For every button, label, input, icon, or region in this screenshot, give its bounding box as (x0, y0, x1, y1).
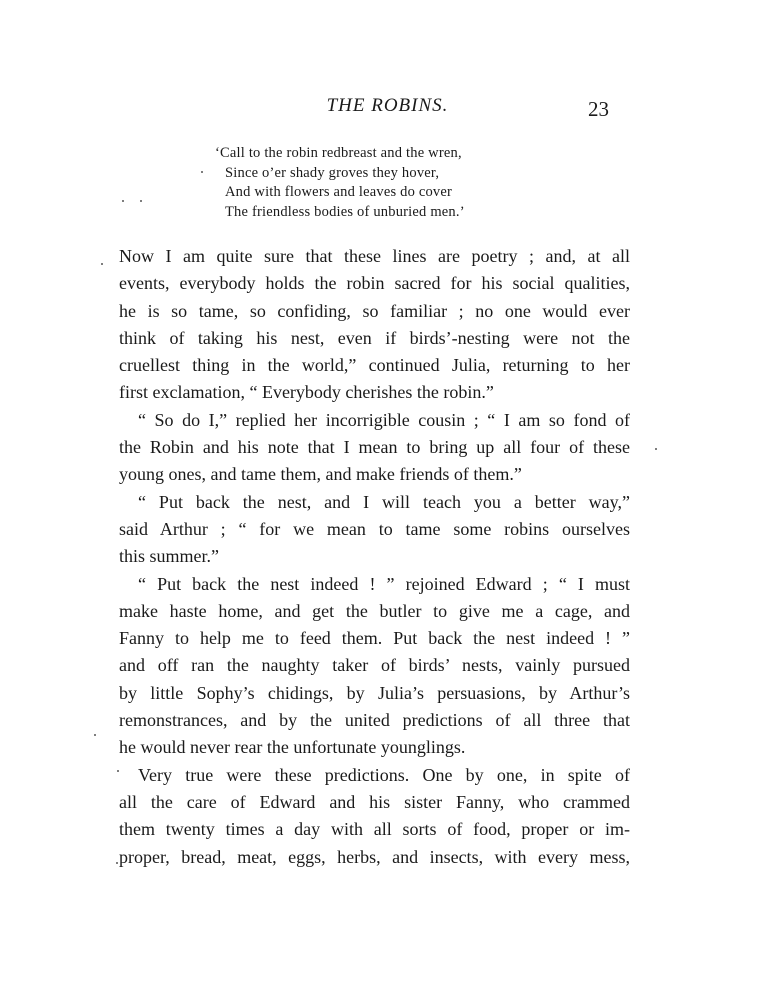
text-line: and off ran the naughty taker of birds’ nests, vainly pursued (119, 655, 630, 676)
text-line: remonstrances, and by the united predictions of all three that (119, 710, 630, 731)
poem-line: The friendless bodies of unburied men.’ (225, 203, 465, 220)
paragraph (119, 243, 630, 407)
poem-line: ‘Call to the robin redbreast and the wren, (215, 145, 462, 161)
page-number: 23 (588, 97, 609, 121)
poem-line: Since o’er shady groves they hover, (225, 164, 440, 181)
text-line: young ones, and tame them, and make friends of them.” (119, 464, 522, 485)
paragraph (119, 489, 630, 571)
text-line: this summer.” (119, 546, 219, 567)
text-line: make haste home, and get the butler to give me a cage, and (119, 600, 630, 621)
running-title: THE ROBINS. (326, 95, 449, 116)
paragraph (119, 571, 630, 762)
text-line: them twenty times a day with all sorts of food, proper or im- (119, 819, 630, 840)
print-speck (201, 171, 203, 173)
text-line: cruellest thing in the world,” continued Julia, returning to her (119, 355, 630, 376)
text-line: first exclamation, “ Everybody cherishes the robin.” (119, 382, 494, 403)
text-line: “ Put back the nest, and I will teach you a better way,” (138, 491, 630, 512)
text-line: “ So do I,” replied her incorrigible cousin ; “ I am so fond of (138, 409, 630, 430)
print-speck (655, 448, 657, 450)
text-line: “ Put back the nest indeed ! ” rejoined Edward ; “ I must (138, 573, 630, 594)
print-speck (122, 200, 124, 202)
paragraph (119, 407, 630, 489)
print-speck (101, 263, 103, 265)
text-line: said Arthur ; “ for we mean to tame some robins ourselves (119, 518, 630, 539)
text-line: the Robin and his note that I mean to bring up all four of these (119, 437, 630, 458)
text-line: by little Sophy’s chidings, by Julia’s persuasions, by Arthur’s (119, 682, 630, 703)
text-line: Very true were these predictions. One by one, in spite of (138, 764, 630, 785)
text-line: events, everybody holds the robin sacred for his social qualities, (119, 273, 630, 294)
text-line: he would never rear the unfortunate younglings. (119, 737, 466, 758)
text-line: he is so tame, so confiding, so familiar ; no one would ever (119, 300, 630, 321)
print-speck (117, 770, 119, 772)
poem-line: And with flowers and leaves do cover (225, 184, 453, 201)
body-text (119, 243, 630, 871)
text-line: all the care of Edward and his sister Fanny, who crammed (119, 791, 630, 812)
print-speck (116, 862, 118, 864)
text-line: proper, bread, meat, eggs, herbs, and insects, with every mess, (119, 846, 630, 867)
text-line: Fanny to help me to feed them. Put back the nest indeed ! ” (119, 628, 630, 649)
print-speck (140, 200, 142, 202)
print-speck (94, 734, 96, 736)
text-line: Now I am quite sure that these lines are poetry ; and, at all (119, 246, 630, 266)
paragraph (119, 762, 630, 871)
poem-quote (215, 144, 575, 222)
text-line: think of taking his nest, even if birds’-nesting were not the (119, 327, 630, 348)
